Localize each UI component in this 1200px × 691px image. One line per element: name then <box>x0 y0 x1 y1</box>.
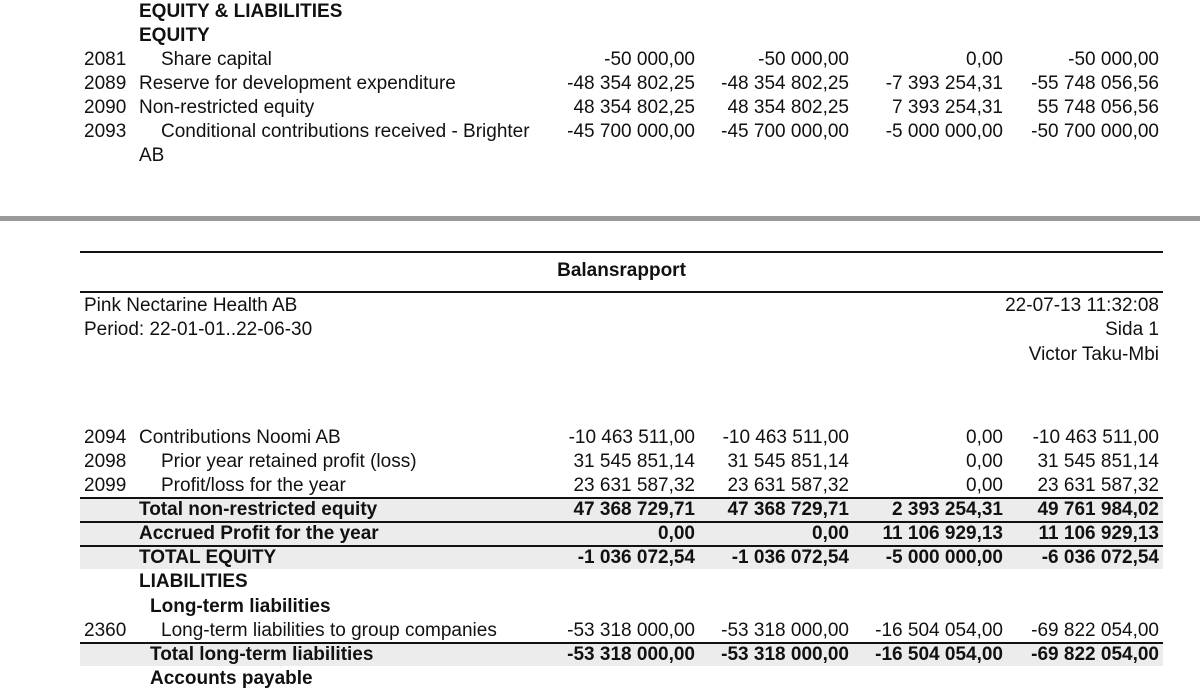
value-col4: -6 036 072,54 <box>1041 547 1159 568</box>
value-col1: 0,00 <box>658 523 695 544</box>
account-label: Non-restricted equity <box>139 97 315 118</box>
value-col3: -5 000 000,00 <box>885 121 1003 142</box>
value-col3: -16 504 054,00 <box>875 644 1003 665</box>
total-label: Total long-term liabilities <box>150 644 374 665</box>
account-code: 2099 <box>84 475 127 496</box>
value-col2: 23 631 587,32 <box>727 475 849 496</box>
account-label: Share capital <box>161 49 272 70</box>
account-label-continued: AB <box>139 145 165 166</box>
value-col2: -48 354 802,25 <box>721 73 849 94</box>
value-col2: 47 368 729,71 <box>727 499 849 520</box>
value-col4: -50 700 000,00 <box>1031 121 1159 142</box>
account-code: 2090 <box>84 97 127 118</box>
total-label: TOTAL EQUITY <box>139 547 277 568</box>
value-col3: 7 393 254,31 <box>892 97 1003 118</box>
total-label: Accrued Profit for the year <box>139 523 379 544</box>
value-col4: -69 822 054,00 <box>1031 644 1159 665</box>
value-col4: 55 748 056,56 <box>1037 97 1159 118</box>
value-col2: -1 036 072,54 <box>731 547 849 568</box>
value-col4: -55 748 056,56 <box>1031 73 1159 94</box>
report-period: Period: 22-01-01..22-06-30 <box>84 319 313 340</box>
account-label: Prior year retained profit (loss) <box>161 451 417 472</box>
account-label: Conditional contributions received - Brighter <box>161 121 530 142</box>
value-col1: 48 354 802,25 <box>573 97 695 118</box>
header-top-rule <box>80 251 1163 253</box>
company-name: Pink Nectarine Health AB <box>84 295 298 316</box>
value-col2: 31 545 851,14 <box>727 451 849 472</box>
value-col3: -16 504 054,00 <box>875 620 1003 641</box>
value-col2: -53 318 000,00 <box>721 620 849 641</box>
account-code: 2094 <box>84 427 127 448</box>
value-col4: -69 822 054,00 <box>1031 620 1159 641</box>
total-label: Total non-restricted equity <box>139 499 378 520</box>
account-code: 2093 <box>84 121 127 142</box>
value-col1: 31 545 851,14 <box>573 451 695 472</box>
value-col1: -53 318 000,00 <box>567 620 695 641</box>
account-code: 2081 <box>84 49 127 70</box>
heading-accounts-payable: Accounts payable <box>150 668 313 689</box>
header-bottom-rule <box>80 291 1163 293</box>
value-col4: 31 545 851,14 <box>1037 451 1159 472</box>
value-col4: 23 631 587,32 <box>1037 475 1159 496</box>
value-col1: -45 700 000,00 <box>567 121 695 142</box>
value-col2: 0,00 <box>812 523 849 544</box>
value-col3: -5 000 000,00 <box>885 547 1003 568</box>
value-col2: -50 000,00 <box>758 49 849 70</box>
value-col3: 0,00 <box>966 49 1003 70</box>
value-col3: 11 106 929,13 <box>882 523 1003 544</box>
page-number: Sida 1 <box>1105 319 1159 340</box>
account-label: Contributions Noomi AB <box>139 427 341 448</box>
value-col2: -53 318 000,00 <box>721 644 849 665</box>
value-col1: -50 000,00 <box>604 49 695 70</box>
value-col2: -10 463 511,00 <box>722 427 849 448</box>
heading-equity-liabilities: EQUITY & LIABILITIES <box>139 1 343 22</box>
value-col1: -1 036 072,54 <box>577 547 695 568</box>
account-label: Reserve for development expenditure <box>139 73 456 94</box>
value-col1: -48 354 802,25 <box>567 73 695 94</box>
account-code: 2089 <box>84 73 127 94</box>
report-title: Balansrapport <box>557 260 686 281</box>
heading-equity: EQUITY <box>139 25 210 46</box>
report-user: Victor Taku-Mbi <box>1028 344 1159 365</box>
value-col2: -45 700 000,00 <box>721 121 849 142</box>
account-code: 2360 <box>84 620 127 641</box>
value-col3: 2 393 254,31 <box>892 499 1003 520</box>
value-col4: -50 000,00 <box>1068 49 1159 70</box>
value-col3: -7 393 254,31 <box>885 73 1003 94</box>
value-col4: -10 463 511,00 <box>1032 427 1159 448</box>
value-col2: 48 354 802,25 <box>727 97 849 118</box>
heading-long-term-liabilities: Long-term liabilities <box>150 596 331 617</box>
value-col1: 23 631 587,32 <box>573 475 695 496</box>
value-col1: 47 368 729,71 <box>573 499 695 520</box>
report-datetime: 22-07-13 11:32:08 <box>1005 295 1159 316</box>
value-col3: 0,00 <box>966 427 1003 448</box>
value-col1: -10 463 511,00 <box>568 427 695 448</box>
value-col3: 0,00 <box>966 475 1003 496</box>
value-col3: 0,00 <box>966 451 1003 472</box>
account-code: 2098 <box>84 451 127 472</box>
value-col4: 49 761 984,02 <box>1037 499 1159 520</box>
value-col4: 11 106 929,13 <box>1038 523 1159 544</box>
account-label: Profit/loss for the year <box>161 475 346 496</box>
page-separator <box>0 216 1200 221</box>
account-label: Long-term liabilities to group companies <box>161 620 497 641</box>
heading-liabilities: LIABILITIES <box>139 571 248 592</box>
value-col1: -53 318 000,00 <box>567 644 695 665</box>
